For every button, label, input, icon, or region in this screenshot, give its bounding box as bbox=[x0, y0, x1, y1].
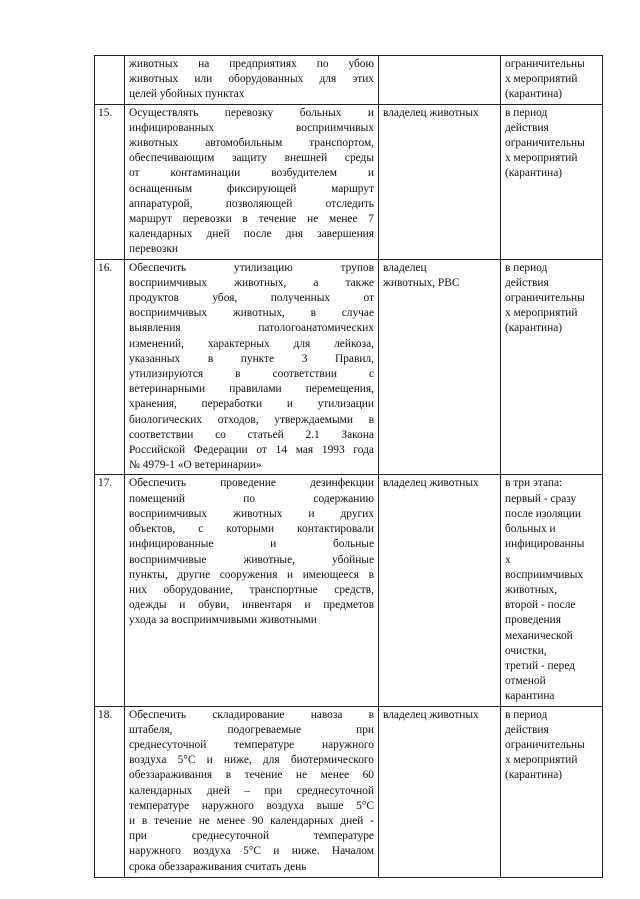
period-cell-line: животных, bbox=[505, 583, 558, 596]
period-cell-line: х мероприятий bbox=[505, 754, 578, 767]
period-cell bbox=[501, 259, 603, 475]
action-cell-line: пункты, другие сооружения и имеющееся в bbox=[129, 568, 374, 581]
period-cell bbox=[501, 475, 603, 706]
period-cell-line: ограничительны bbox=[505, 292, 585, 305]
action-cell-line: Обеспечить утилизацию трупов bbox=[129, 261, 374, 274]
action-cell-line: № 4979-1 «О ветеринарии» bbox=[129, 459, 262, 472]
row-number bbox=[95, 56, 125, 105]
table-row bbox=[95, 706, 603, 877]
period-cell-line: действия bbox=[505, 723, 549, 736]
action-cell-line: аппаратурой, позволяющей отследить bbox=[129, 197, 374, 210]
row-number: 15. bbox=[95, 104, 125, 259]
period-cell-line: больных и bbox=[505, 523, 556, 536]
action-cell-line: Обеспечить складирование навоза в bbox=[129, 708, 374, 721]
action-cell-line: оснащенным фиксирующей маршрут bbox=[129, 182, 374, 195]
period-cell-line: в период bbox=[505, 708, 548, 721]
measures-table bbox=[94, 55, 603, 878]
action-cell bbox=[125, 706, 379, 877]
period-cell-line: (карантина) bbox=[505, 167, 563, 180]
responsible-cell-line: владелец bbox=[383, 261, 427, 274]
period-cell-line: ограничительны bbox=[505, 137, 585, 150]
period-cell-line: третий - перед bbox=[505, 659, 576, 672]
responsible-cell bbox=[379, 259, 501, 475]
action-cell bbox=[125, 104, 379, 259]
action-cell-line: Российской Федерации от 14 мая 1993 года bbox=[129, 444, 374, 457]
action-cell-line: ветеринарными правилами перемещения, bbox=[129, 383, 374, 396]
period-cell-line: механической bbox=[505, 629, 573, 642]
action-cell-line: восприимчивых животных и других bbox=[129, 507, 374, 520]
action-cell-line: от контаминации возбудителем и bbox=[129, 167, 374, 180]
responsible-cell bbox=[379, 104, 501, 259]
action-cell-line: восприимчивые животные, убойные bbox=[129, 553, 374, 566]
action-cell-line: температуре наружного воздуха выше 5°С bbox=[129, 799, 374, 812]
period-cell-line: после изоляции bbox=[505, 507, 582, 520]
action-cell bbox=[125, 475, 379, 706]
action-cell-line: обеззараживания в течение не менее 60 bbox=[129, 769, 374, 782]
responsible-cell bbox=[379, 706, 501, 877]
action-cell-line: одежды и обуви, инвентаря и предметов bbox=[129, 599, 374, 612]
action-cell-line: наружного воздуха 5°С и ниже. Началом bbox=[129, 845, 374, 858]
action-cell-line: обеспечивающим защиту внешней среды bbox=[129, 152, 374, 165]
period-cell-line: в три этапа: bbox=[505, 477, 563, 490]
action-cell-line: срока обеззараживания считать день bbox=[129, 860, 307, 873]
responsible-cell bbox=[379, 56, 501, 105]
action-cell bbox=[125, 56, 379, 105]
period-cell-line: в период bbox=[505, 106, 548, 119]
period-cell bbox=[501, 104, 603, 259]
action-cell-line: указанных в пункте 3 Правил, bbox=[129, 352, 374, 365]
action-cell-line: календарных дней после дня завершения bbox=[129, 228, 374, 241]
responsible-cell-line: владелец животных bbox=[383, 477, 479, 490]
period-cell-line: ограничительны bbox=[505, 738, 585, 751]
period-cell-line: (карантина) bbox=[505, 88, 563, 101]
row-number: 17. bbox=[95, 475, 125, 706]
row-number: 18. bbox=[95, 706, 125, 877]
action-cell-line: при среднесуточной температуре bbox=[129, 830, 374, 843]
period-cell-line: (карантина) bbox=[505, 322, 563, 335]
action-cell-line: штабеля, подогреваемые при bbox=[129, 723, 374, 736]
action-cell-line: и в течение не менее 90 календарных дней - bbox=[129, 814, 374, 827]
action-cell-line: инфицированные и больные bbox=[129, 538, 374, 551]
action-cell-line: помещений по содержанию bbox=[129, 492, 374, 505]
action-cell-line: календарных дней – при среднесуточной bbox=[129, 784, 374, 797]
period-cell-line: х bbox=[505, 553, 511, 566]
period-cell bbox=[501, 56, 603, 105]
period-cell-line: карантина bbox=[505, 690, 555, 703]
action-cell-line: инфицированных восприимчивых bbox=[129, 121, 374, 134]
responsible-cell-line: владелец животных bbox=[383, 708, 479, 721]
action-cell-line: продуктов убоя, полученных от bbox=[129, 292, 374, 305]
period-cell-line: отменой bbox=[505, 675, 546, 688]
action-cell-line: объектов, с которыми контактировали bbox=[129, 523, 374, 536]
period-cell-line: х мероприятий bbox=[505, 152, 578, 165]
action-cell bbox=[125, 259, 379, 475]
period-cell-line: инфицированны bbox=[505, 538, 585, 551]
period-cell-line: проведения bbox=[505, 614, 561, 627]
period-cell-line: второй - после bbox=[505, 599, 576, 612]
period-cell-line: действия bbox=[505, 121, 549, 134]
period-cell-line: х мероприятий bbox=[505, 73, 578, 86]
action-cell-line: ухода за восприимчивыми животными bbox=[129, 614, 317, 627]
action-cell-line: Осуществлять перевозку больных и bbox=[129, 106, 374, 119]
action-cell-line: восприимчивых животных, в случае bbox=[129, 307, 374, 320]
action-cell-line: среднесуточной температуре наружного bbox=[129, 738, 374, 751]
action-cell-line: воздуха 5°С и ниже, для биотермического bbox=[129, 754, 374, 767]
action-cell-line: соответствии со статьей 2.1 Закона bbox=[129, 428, 374, 441]
responsible-cell bbox=[379, 475, 501, 706]
action-cell-line: выявления патологоанатомических bbox=[129, 322, 374, 335]
period-cell-line: ограничительны bbox=[505, 58, 585, 70]
table-row bbox=[95, 104, 603, 259]
period-cell-line: действия bbox=[505, 276, 549, 289]
row-number: 16. bbox=[95, 259, 125, 475]
action-cell-line: Обеспечить проведение дезинфекции bbox=[129, 477, 374, 490]
action-cell-line: изменений, характерных для лейкоза, bbox=[129, 337, 374, 350]
period-cell-line: очистки, bbox=[505, 644, 547, 657]
action-cell-line: целей убойных пунктах bbox=[129, 88, 245, 101]
period-cell bbox=[501, 706, 603, 877]
period-cell-line: первый - сразу bbox=[505, 492, 577, 505]
action-cell-line: животных на предприятиях по убою bbox=[129, 58, 374, 70]
table-row bbox=[95, 259, 603, 475]
responsible-cell-line: животных, РВС bbox=[383, 276, 460, 289]
action-cell-line: маршрут перевозки в течение не менее 7 bbox=[129, 213, 374, 226]
action-cell-line: биологических отходов, утверждаемыми в bbox=[129, 413, 374, 426]
action-cell-line: них оборудование, транспортные средств, bbox=[129, 583, 374, 596]
period-cell-line: восприимчивых bbox=[505, 568, 584, 581]
action-cell-line: хранения, переработки и утилизации bbox=[129, 398, 374, 411]
table-row bbox=[95, 56, 603, 105]
period-cell-line: в период bbox=[505, 261, 548, 274]
period-cell-line: (карантина) bbox=[505, 769, 563, 782]
action-cell-line: восприимчивых животных, а также bbox=[129, 276, 374, 289]
action-cell-line: утилизируются в соответствии с bbox=[129, 368, 374, 381]
period-cell-line: х мероприятий bbox=[505, 307, 578, 320]
action-cell-line: животных или оборудованных для этих bbox=[129, 73, 374, 86]
action-cell-line: перевозки bbox=[129, 243, 179, 256]
action-cell-line: животных автомобильным транспортом, bbox=[129, 137, 374, 150]
responsible-cell-line: владелец животных bbox=[383, 106, 479, 119]
table-row bbox=[95, 475, 603, 706]
